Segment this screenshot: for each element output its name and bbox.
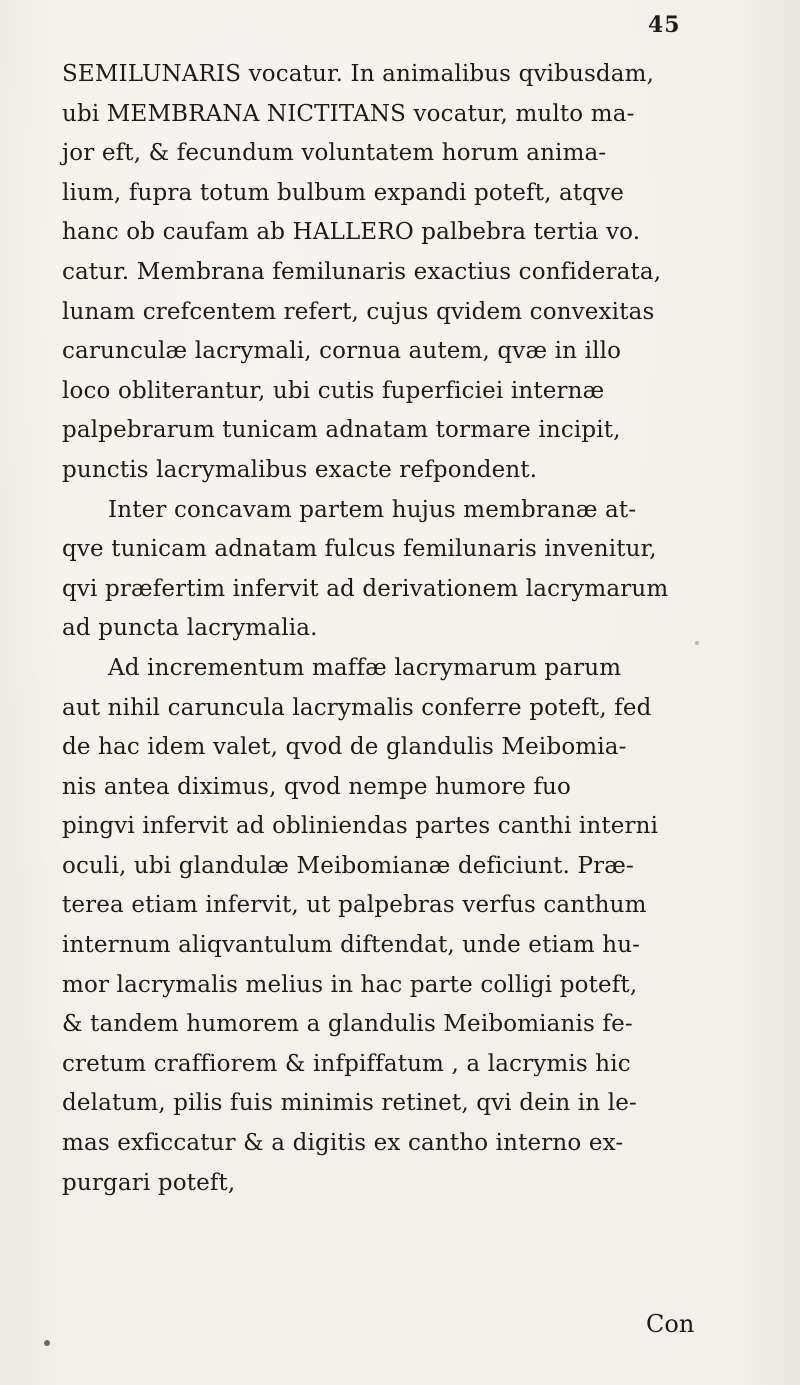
text-line: internum aliqvantulum diftendat, unde etiam hu- [62,932,641,959]
text-line: aut nihil caruncula lacrymalis conferre poteft, fed [62,694,652,721]
page-number: 45 [648,12,681,38]
text-line: hanc ob caufam ab HALLERO palbebra tertia vo. [62,219,641,246]
text-line: lium, fupra totum bulbum expandi poteft, atqve [62,179,625,206]
text-line: ad puncta lacrymalia. [62,615,318,642]
ink-speck [44,1340,50,1346]
text-line: qvi præfertim infervit ad derivationem lacrymarum [62,575,669,602]
text-line: ubi MEMBRANA NICTITANS vocatur, multo ma- [62,100,635,127]
text-line: pingvi infervit ad obliniendas partes canthi interni [62,813,659,840]
text-line: delatum, pilis fuis minimis retinet, qvi dein in le- [62,1090,637,1117]
text-line: & tandem humorem a glandulis Meibomianis fe- [62,1011,633,1038]
paragraph-start-line: Ad incrementum maffæ lacrymarum parum [108,654,622,681]
text-line: jor eft, & fecundum voluntatem horum anima- [62,140,607,167]
text-line: de hac idem valet, qvod de glandulis Meibomia- [62,734,627,761]
text-line: purgari poteft, [62,1169,236,1196]
text-line: lunam crefcentem refert, cujus qvidem convexitas [62,298,655,325]
text-line: cretum craffiorem & infpiffatum , a lacrymis hic [62,1050,631,1077]
text-line: terea etiam infervit, ut palpebras verfus canthum [62,892,647,919]
text-line: punctis lacrymalibus exacte refpondent. [62,456,538,483]
text-line: loco obliterantur, ubi cutis fuperficiei internæ [62,377,605,404]
text-line: oculi, ubi glandulæ Meibomianæ deficiunt. Præ- [62,852,634,879]
paragraph-start-line: Inter concavam partem hujus membranæ at- [108,496,637,523]
text-line: mor lacrymalis melius in hac parte colligi poteft, [62,971,638,998]
text-line: SEMILUNARIS vocatur. In animalibus qvibusdam, [62,61,655,87]
text-line: mas exficcatur & a digitis ex cantho interno ex- [62,1130,624,1157]
text-line: qve tunicam adnatam fulcus femilunaris invenitur, [62,536,657,563]
text-line: palpebrarum tunicam adnatam tormare incipit, [62,417,621,444]
text-line: carunculæ lacrymali, cornua autem, qvæ in illo [62,338,622,365]
ink-speck [695,641,699,645]
catchword: Con [646,1310,695,1338]
text-line: nis antea diximus, qvod nempe humore fuo [62,773,571,800]
text-line: catur. Membrana femilunaris exactius confiderata, [62,258,662,285]
body-text [62,55,782,1203]
